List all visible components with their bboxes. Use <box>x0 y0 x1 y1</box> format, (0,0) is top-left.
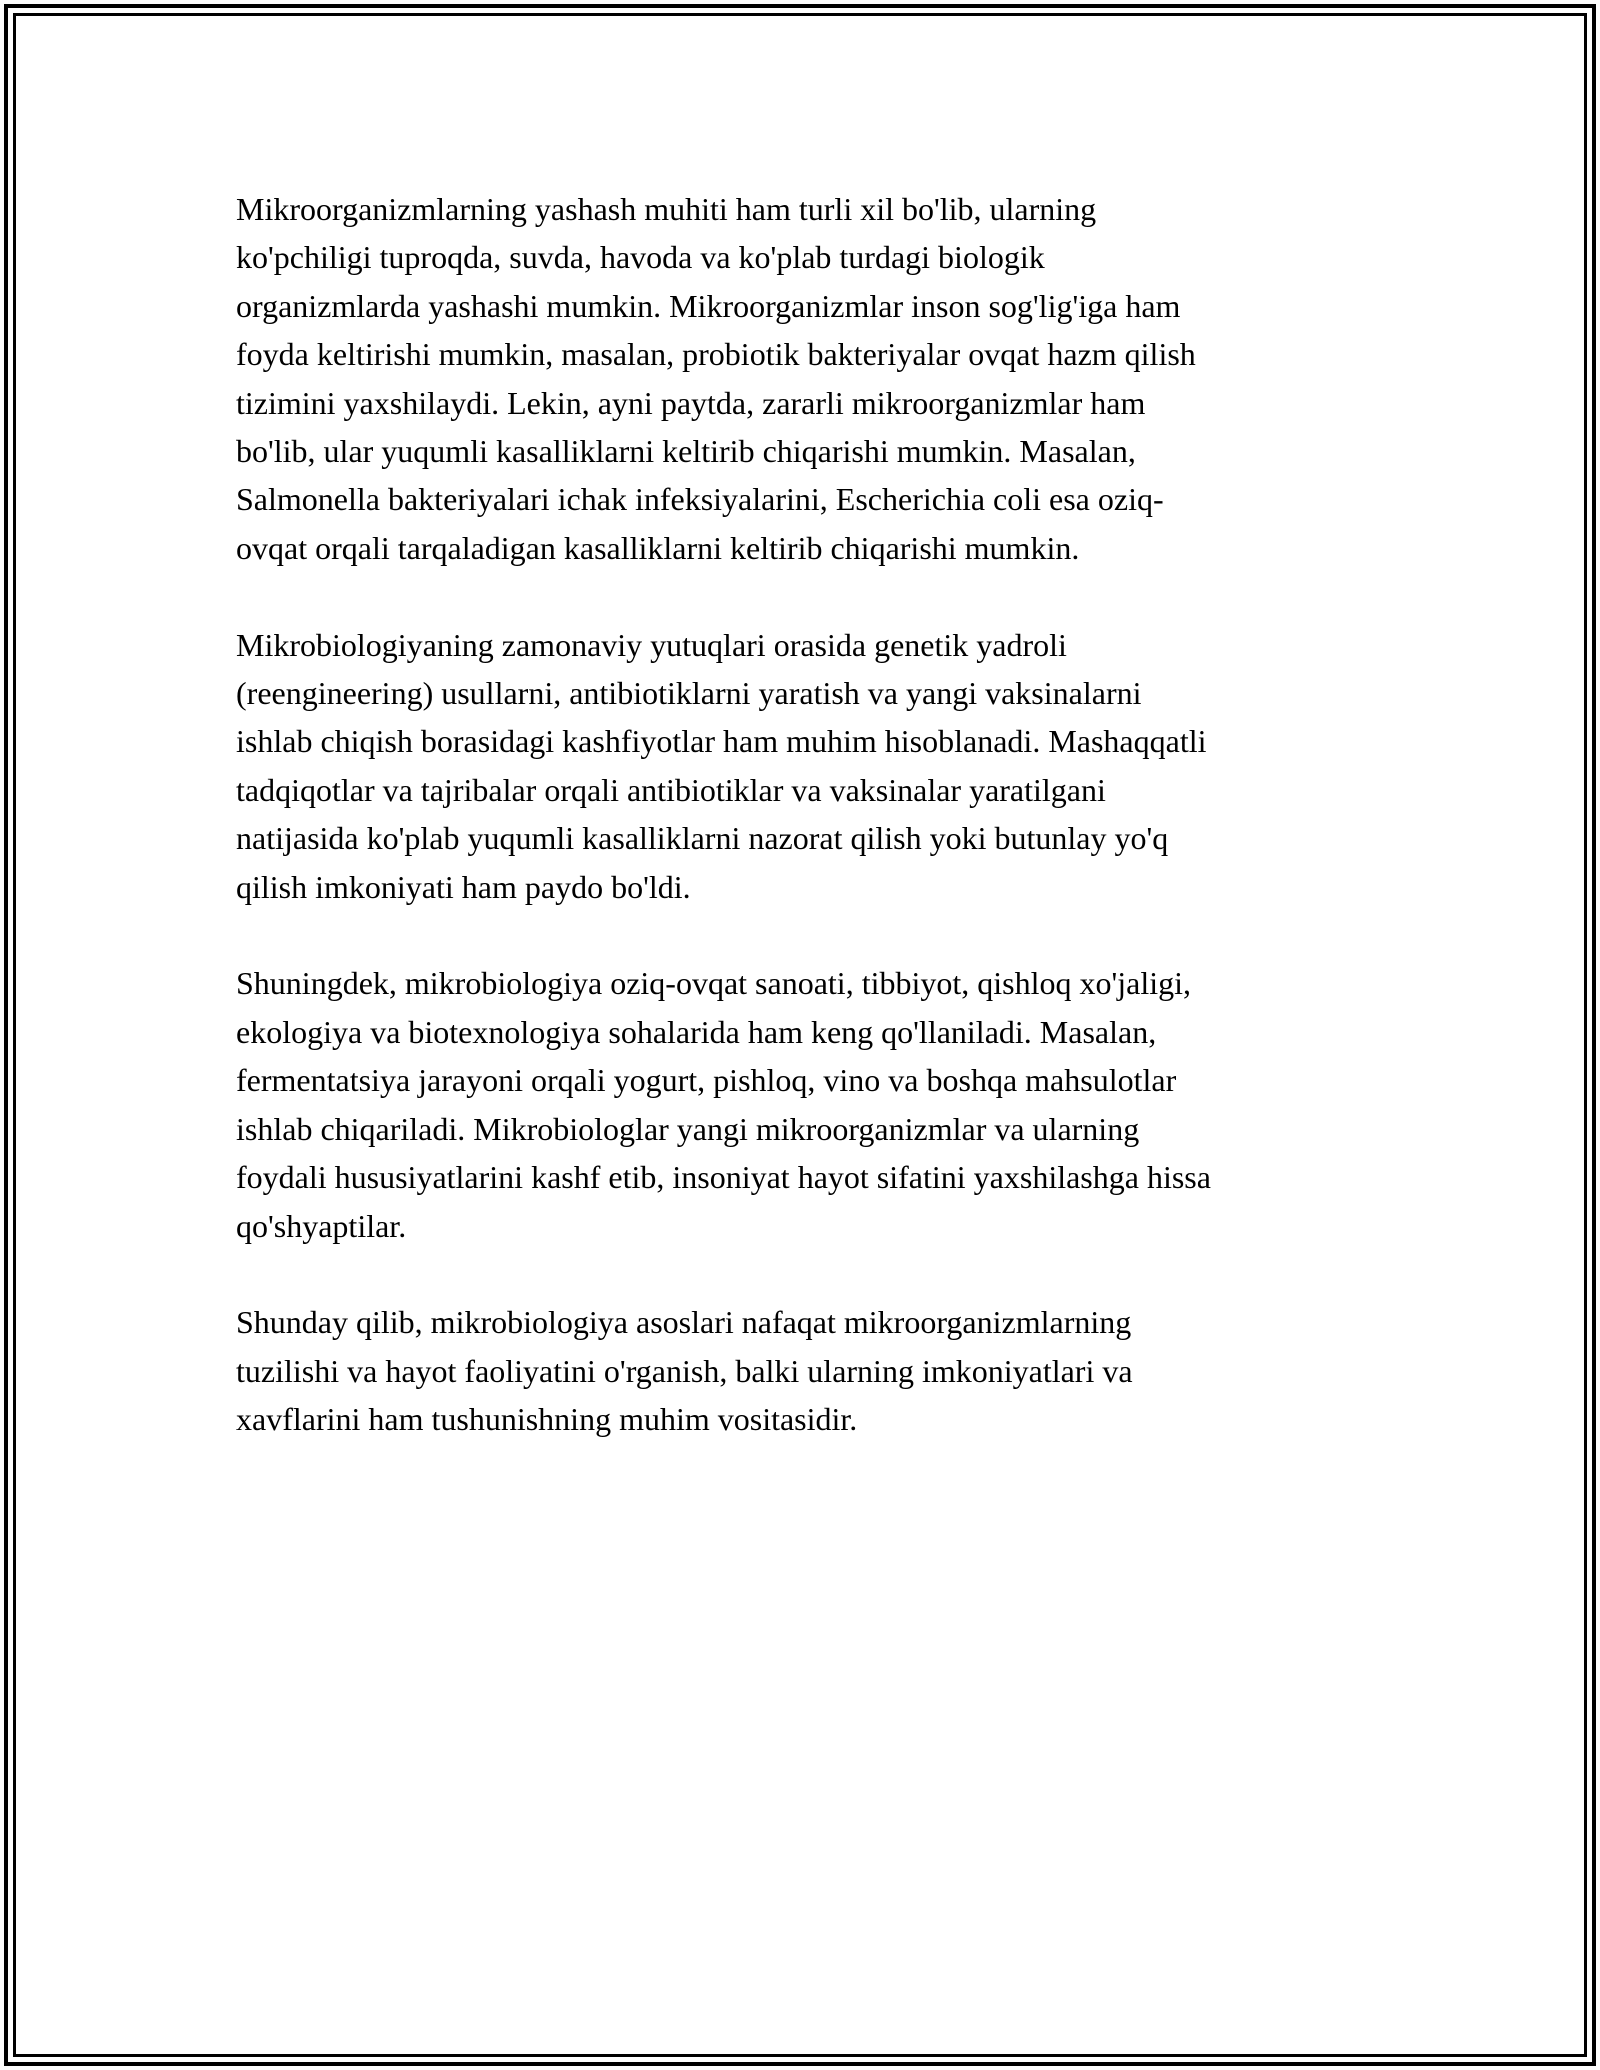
paragraph-applications: Shuningdek, mikrobiologiya oziq-ovqat sanoati, tibbiyot, qishloq xo'jaligi, ekologiya va biotexnologiya sohalarida ham keng qo'llaniladi. Masalan, fermentatsiya jarayoni orqali yogurt, pishloq, vino va boshqa mahsulotlar ishlab chiqariladi. Mikrobiologlar yangi mikroorganizmlar va ularning foydali hususiyatlarini kashf etib, insoniyat hayot sifatini yaxshilashga hissa qo'shyaptilar. <box>236 965 1211 1244</box>
paragraph-modern-achievements: Mikrobiologiyaning zamonaviy yutuqlari orasida genetik yadroli (reengineering) usullarni, antibiotiklarni yaratish va yangi vaksinalarni ishlab chiqish borasidagi kashfiyotlar ham muhim hisoblanadi. Mashaqqatli tadqiqotlar va tajribalar orqali antibiotiklar va vaksinalar yaratilgani natijasida ko'plab yuqumli kasalliklarni nazorat qilish yoki butunlay yo'q qilish imkoniyati ham paydo bo'ldi. <box>236 626 1207 905</box>
document-body <box>236 185 1366 1492</box>
paragraph-conclusion: Shunday qilib, mikrobiologiya asoslari nafaqat mikroorganizmlarning tuzilishi va hayot faoliyatini o'rganish, balki ularning imkoniyatlari va xavflarini ham tushunishning muhim vositasidir. <box>236 1304 1133 1438</box>
paragraph-microorganism-habitats: Mikroorganizmlarning yashash muhiti ham turli xil bo'lib, ularning ko'pchiligi tuproqda, suvda, havoda va ko'plab turdagi biologik organizmlarda yashashi mumkin. Mikroorganizmlar inson sog'lig'iga ham foyda keltirishi mumkin, masalan, probiotik bakteriyalar ovqat hazm qilish tizimini yaxshilaydi. Lekin, ayni paytda, zararli mikroorganizmlar ham bo'lib, ular yuqumli kasalliklarni keltirib chiqarishi mumkin. Masalan, Salmonella bakteriyalari ichak infeksiyalarini, Escherichia coli esa oziq- ovqat orqali tarqaladigan kasalliklarni keltirib chiqarishi mumkin. <box>236 191 1196 566</box>
